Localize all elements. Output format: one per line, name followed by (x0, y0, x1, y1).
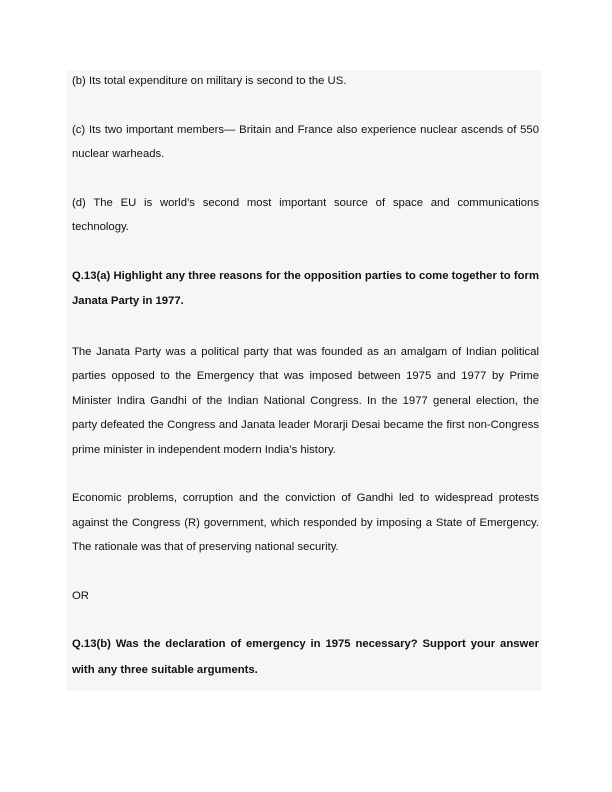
answer-paragraph-1: The Janata Party was a political party that was founded as an amalgam of Indian political parties opposed to the Emergency that was imposed between 1975 and 1977 by Prime Minister Indira Gandhi of the Indian National Congress. In the 1977 general election, the party defeated the Congress and Janata leader Morarji Desai became the first non-Congress prime minister in independent modern India’s history. (72, 345, 539, 456)
answer-paragraph-2: Economic problems, corruption and the conviction of Gandhi led to widespread protests against the Congress (R) government, which responded by imposing a State of Emergency. The rationale was that of preserving national security. (72, 492, 539, 553)
question-13a: Q.13(a) Highlight any three reasons for the opposition parties to come together to form Janata Party in 1977. (72, 269, 539, 307)
option-d: (d) The EU is world’s second most important source of space and communications technology. (72, 196, 539, 233)
or-divider: OR (72, 589, 89, 602)
option-c: (c) Its two important members— Britain and France also experience nuclear ascends of 550 nuclear warheads. (72, 123, 539, 160)
question-13b: Q.13(b) Was the declaration of emergency in 1975 necessary? Support your answer with any three suitable arguments. (72, 638, 539, 676)
document-body (72, 69, 539, 683)
option-b: (b) Its total expenditure on military is second to the US. (72, 75, 347, 87)
